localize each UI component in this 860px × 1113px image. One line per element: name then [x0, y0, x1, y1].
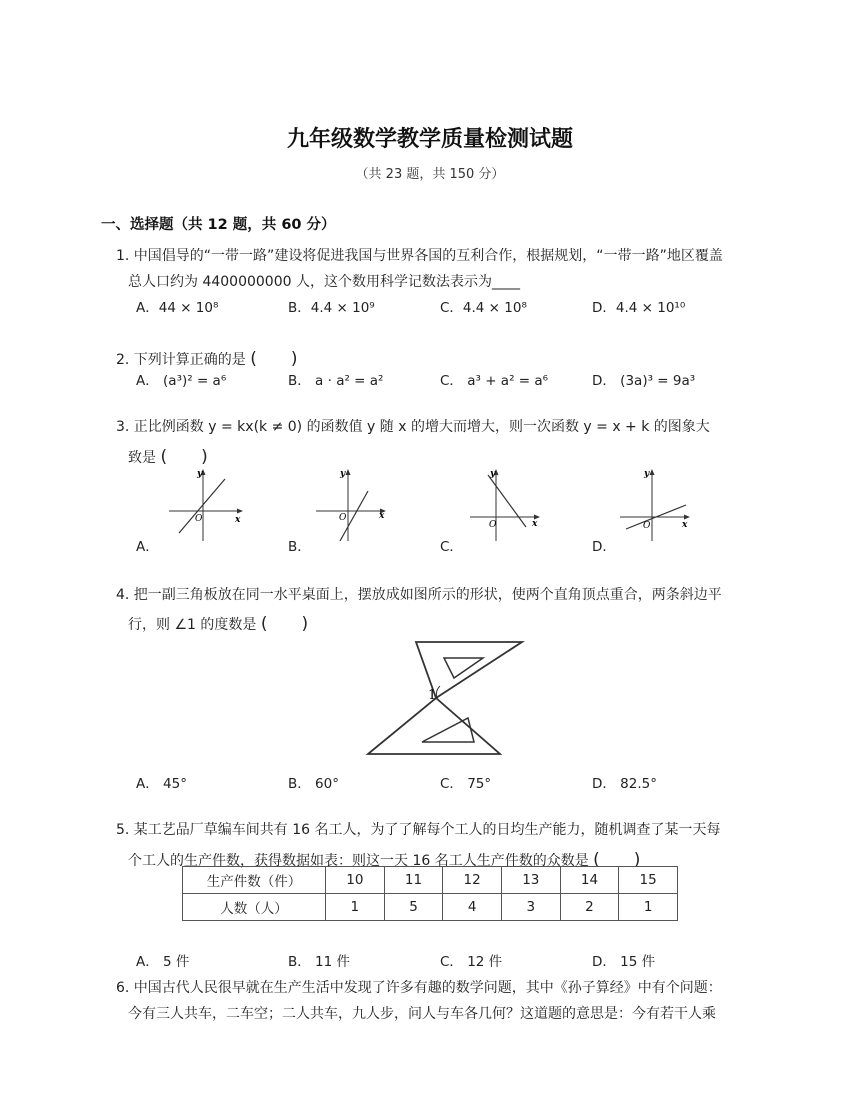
q3-graph-d: [618, 467, 698, 543]
q1-text-line1: 1. 中国倡导的“一带一路”建设将促进我国与世界各国的互利合作，根据规划，“一带一路”地区覆盖: [116, 248, 723, 264]
origin-label: O: [643, 521, 651, 531]
table-header-cell: 生产件数（件）: [183, 867, 326, 894]
table-cell: 1: [326, 894, 385, 921]
table-row: [183, 867, 678, 894]
y-axis-arrow: [650, 469, 655, 475]
q4-option-a: A． 45°: [136, 776, 187, 792]
q3-graph-a: [165, 467, 245, 543]
q3-option-b: B．: [288, 539, 311, 555]
q4-text-line2: [128, 609, 308, 634]
q4-option-d: D． 82.5°: [592, 776, 657, 792]
origin-label: O: [489, 520, 497, 530]
table-cell: 4: [443, 894, 502, 921]
x-axis-label: x: [379, 511, 385, 521]
y-axis-label: y: [340, 469, 346, 479]
q2-option-d: D． (3a)³ = 9a³: [592, 373, 696, 389]
q3-text-line2: [128, 442, 208, 467]
q1-option-a: A．44 × 10⁸: [136, 300, 219, 316]
table-cell: 13: [501, 867, 560, 894]
section-heading: 一、选择题（共 12 题，共 60 分）: [101, 217, 336, 233]
y-axis-arrow: [346, 469, 351, 475]
q3-text-line1: 3. 正比例函数 y = kx(k ≠ 0) 的函数值 y 随 x 的增大而增大，则一次函数 y = x + k 的图象大: [116, 419, 710, 435]
q3-option-a: A．: [136, 539, 159, 555]
q4-text-line1: 4. 把一副三角板放在同一水平桌面上，摆放成如图所示的形状，使两个直角顶点重合，两条斜边平: [116, 587, 722, 603]
table-cell: 15: [619, 867, 678, 894]
q3-option-c: C．: [440, 539, 463, 555]
y-axis-label: y: [197, 469, 203, 479]
x-axis-label: x: [235, 515, 241, 525]
x-axis-arrow: [684, 515, 690, 520]
q1-option-b: B．4.4 × 10⁹: [288, 300, 375, 316]
q5-answer-paren: ( ): [593, 850, 641, 870]
exam-title: 九年级数学教学质量检测试题: [286, 127, 573, 152]
q1-option-c: C．4.4 × 10⁸: [440, 300, 527, 316]
q4-option-b: B． 60°: [288, 776, 339, 792]
origin-label: O: [339, 513, 347, 523]
q5-option-d: D． 15 件: [592, 954, 656, 970]
q2-option-a: A． (a³)² = a⁶: [136, 373, 227, 389]
q1-text-line2: 总人口约为 4400000000 人，这个数用科学记数法表示为____: [128, 274, 520, 290]
q5-option-a: A． 5 件: [136, 954, 190, 970]
exam-subtitle: （共 23 题，共 150 分）: [355, 167, 505, 182]
q6-text-line2: 今有三人共车，二车空；二人共车，九人步，问人与车各几何？这道题的意思是：今有若干人乘: [128, 1006, 716, 1022]
q4-stem-end: 行，则 ∠1 的度数是: [128, 617, 257, 633]
q3-graph-c: [466, 467, 546, 543]
q5-stem-end: 个工人的生产件数，获得数据如表：则这一天 16 名工人生产件数的众数是: [128, 853, 589, 869]
q2-option-b: B． a · a² = a²: [288, 373, 384, 389]
lower-set-square-hole: [422, 718, 474, 742]
lower-set-square: [368, 698, 500, 754]
q6-text-line1: 6. 中国古代人民很早就在生产生活中发现了许多有趣的数学问题，其中《孙子算经》中有个问题：: [116, 980, 722, 996]
function-line: [179, 479, 225, 533]
table-cell: 2: [560, 894, 619, 921]
q5-option-c: C． 12 件: [440, 954, 503, 970]
angle-1-arc: [436, 686, 440, 700]
table-cell: 12: [443, 867, 502, 894]
q2-answer-paren: ( ): [250, 349, 298, 369]
q3-answer-paren: ( ): [160, 447, 208, 467]
q4-triangle-figure: [360, 638, 530, 758]
table-cell: 1: [619, 894, 678, 921]
table-cell: 3: [501, 894, 560, 921]
table-cell: 10: [326, 867, 385, 894]
table-cell: 14: [560, 867, 619, 894]
q1-option-d: D．4.4 × 10¹⁰: [592, 300, 686, 316]
y-axis-label: y: [644, 469, 650, 479]
table-cell: 11: [384, 867, 443, 894]
q2-option-c: C． a³ + a² = a⁶: [440, 373, 549, 389]
q3-stem-end: 致是: [128, 450, 156, 466]
y-axis-label: y: [490, 469, 496, 479]
q5-text-line1: 5. 某工艺品厂草编车间共有 16 名工人，为了了解每个工人的日均生产能力，随机调查了某一天每: [116, 822, 721, 838]
angle-1-label: 1: [428, 688, 437, 703]
table-row: [183, 894, 678, 921]
table-header-cell: 人数（人）: [183, 894, 326, 921]
q5-data-table: [182, 866, 678, 921]
q5-option-b: B． 11 件: [288, 954, 351, 970]
upper-set-square-hole: [444, 658, 483, 678]
q2-stem: 2. 下列计算正确的是: [116, 352, 246, 368]
q4-answer-paren: ( ): [260, 614, 309, 634]
q4-option-c: C． 75°: [440, 776, 492, 792]
x-axis-label: x: [682, 520, 688, 530]
table-cell: 5: [384, 894, 443, 921]
origin-label: O: [195, 514, 203, 524]
q3-graph-b: [314, 467, 394, 543]
x-axis-arrow: [237, 509, 243, 514]
q3-option-d: D．: [592, 539, 616, 555]
q2-text-line1: [116, 344, 298, 369]
x-axis-label: x: [532, 519, 538, 529]
